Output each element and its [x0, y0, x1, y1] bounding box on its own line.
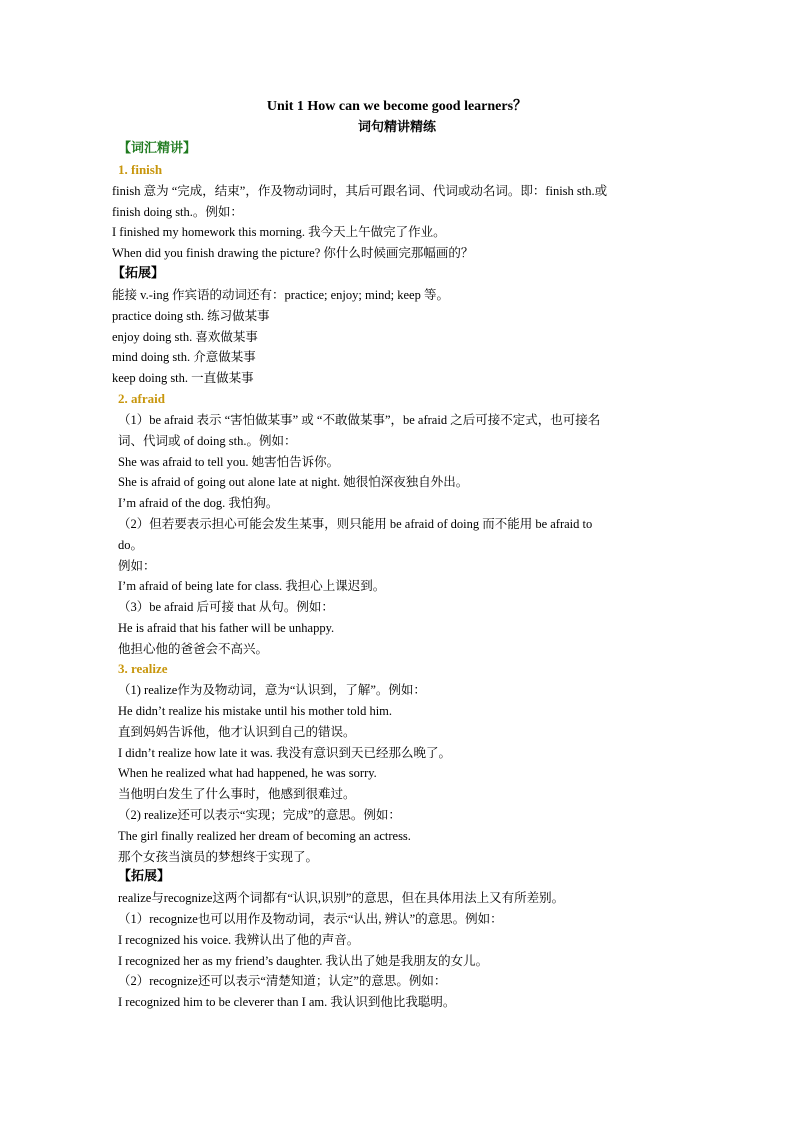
body-text-line: 他担心他的爸爸会不高兴。 — [118, 642, 269, 656]
body-text-line: I didn’t realize how late it was. 我没有意识到天已经那么晚了。 — [118, 746, 452, 760]
body-text-line: I’m afraid of the dog. 我怕狗。 — [118, 496, 279, 510]
body-text-line: When did you finish drawing the picture? 你什么时候画完那幅画的？ — [112, 246, 474, 260]
body-text-line: She is afraid of going out alone late at night. 她很怕深夜独自外出。 — [118, 475, 469, 489]
body-text-line: When he realized what had happened, he was sorry. — [118, 766, 377, 780]
body-text-line: finish 意为 “完成，结束”，作及物动词时，其后可跟名词、代词或动名词。即：finish sth.或 — [112, 184, 608, 198]
body-text-line: I recognized him to be cleverer than I am. 我认识到他比我聪明。 — [118, 995, 456, 1009]
body-text-line: He is afraid that his father will be unhappy. — [118, 621, 335, 635]
body-text-line: do。 — [118, 538, 144, 552]
body-text-line: （2）但若要表示担心可能会发生某事，则只能用 be afraid of doing 而不能用 be afraid to — [118, 517, 593, 531]
body-text-line: keep doing sth. 一直做某事 — [112, 371, 254, 385]
word-heading: 1. finish — [118, 162, 163, 177]
body-text-line: finish doing sth.。例如： — [112, 205, 243, 219]
section-heading: 【拓展】 — [112, 266, 165, 281]
body-text-line: realize与recognize这两个词都有“认识,识别”的意思，但在具体用法上又有所差别。 — [118, 891, 565, 905]
body-text-line: （1）be afraid 表示 “害怕做某事” 或 “不敢做某事”，be afraid 之后可接不定式，也可接名 — [118, 413, 601, 427]
page-title: Unit 1 How can we become good learners？ — [266, 99, 528, 114]
body-text-line: 例如： — [118, 559, 156, 573]
page-subtitle: 词句精讲精练 — [357, 120, 436, 135]
word-heading: 2. afraid — [118, 391, 165, 406]
body-text-line: （2) realize还可以表示“实现；完成”的意思。例如： — [118, 808, 401, 822]
body-text-line: （1) realize作为及物动词，意为“认识到，了解”。例如： — [118, 683, 426, 697]
body-text-line: He didn’t realize his mistake until his mother told him. — [118, 704, 393, 718]
body-text-line: I’m afraid of being late for class. 我担心上课迟到。 — [118, 579, 386, 593]
body-text-line: I finished my homework this morning. 我今天上午做完了作业。 — [112, 225, 446, 239]
body-text-line: She was afraid to tell you. 她害怕告诉你。 — [118, 455, 340, 469]
section-heading: 【拓展】 — [118, 869, 171, 884]
body-text-line: practice doing sth. 练习做某事 — [112, 309, 270, 323]
body-text-line: 当他明白发生了什么事时，他感到很难过。 — [118, 787, 356, 801]
body-text-line: enjoy doing sth. 喜欢做某事 — [112, 330, 258, 344]
body-text-line: 直到妈妈告诉他，他才认识到自己的错误。 — [118, 725, 356, 739]
body-text-line: 词、代词或 of doing sth.。例如： — [118, 434, 297, 448]
word-heading: 3. realize — [118, 661, 168, 676]
section-heading: 【词汇精讲】 — [118, 141, 197, 156]
body-text-line: 能接 v.-ing 作宾语的动词还有：practice; enjoy; mind; keep 等。 — [112, 288, 449, 302]
body-text-line: mind doing sth. 介意做某事 — [112, 350, 256, 364]
body-text-line: The girl finally realized her dream of becoming an actress. — [118, 829, 411, 843]
body-text-line: I recognized her as my friend’s daughter. 我认出了她是我朋友的女儿。 — [118, 954, 489, 968]
body-text-line: I recognized his voice. 我辨认出了他的声音。 — [118, 933, 360, 947]
body-text-line: （2）recognize还可以表示“清楚知道；认定”的意思。例如： — [118, 974, 447, 988]
body-text-line: （1）recognize也可以用作及物动词，表示“认出, 辨认”的意思。例如： — [118, 912, 503, 926]
body-text-line: 那个女孩当演员的梦想终于实现了。 — [118, 850, 319, 864]
body-text-line: （3）be afraid 后可接 that 从句。例如： — [118, 600, 334, 614]
